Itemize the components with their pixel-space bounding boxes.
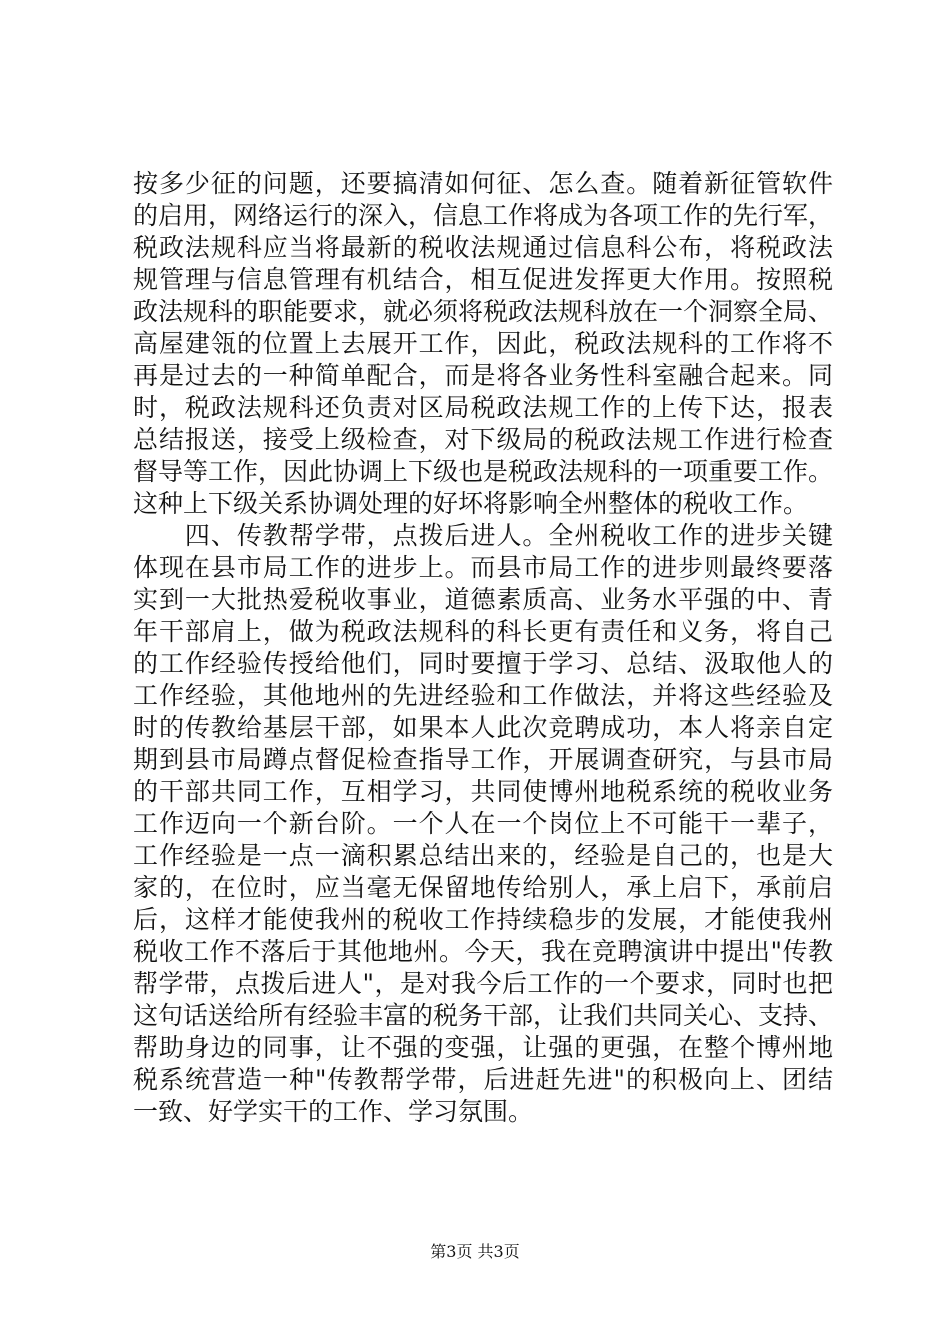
- text-line: 这句话送给所有经验丰富的税务干部，让我们共同关心、支持、: [133, 1001, 834, 1030]
- text-line: 工作经验，其他地州的先进经验和工作做法，并将这些经验及: [133, 681, 833, 710]
- text-line: 四、传教帮学带，点拨后进人。全州税收工作的进步关键: [133, 521, 833, 550]
- text-line: 的启用，网络运行的深入，信息工作将成为各项工作的先行军，: [133, 201, 834, 230]
- text-line: 总结报送，接受上级检查，对下级局的税政法规工作进行检查: [133, 425, 833, 454]
- text-line: 工作迈向一个新台阶。一个人在一个岗位上不可能干一辈子，: [133, 809, 833, 838]
- text-line: 期到县市局蹲点督促检查指导工作，开展调查研究，与县市局: [133, 745, 833, 774]
- text-line: 督导等工作，因此协调上下级也是税政法规科的一项重要工作。: [133, 457, 834, 486]
- page-footer: [0, 1242, 950, 1262]
- text-line: 规管理与信息管理有机结合，相互促进发挥更大作用。按照税: [133, 265, 833, 294]
- text-line: 税收工作不落后于其他地州。今天，我在竞聘演讲中提出"传教: [133, 937, 833, 966]
- text-line: 家的，在位时，应当毫无保留地传给别人，承上启下，承前启: [133, 873, 833, 902]
- text-line: 这种上下级关系协调处理的好坏将影响全州整体的税收工作。: [133, 489, 809, 518]
- text-line: 帮助身边的同事，让不强的变强，让强的更强，在整个博州地: [133, 1033, 833, 1062]
- text-line: 的干部共同工作，互相学习，共同使博州地税系统的税收业务: [133, 777, 833, 806]
- text-line: 工作经验是一点一滴积累总结出来的，经验是自己的，也是大: [133, 841, 833, 870]
- text-line: 年干部肩上，做为税政法规科的科长更有责任和义务，将自己: [133, 617, 833, 646]
- text-line: 后，这样才能使我州的税收工作持续稳步的发展，才能使我州: [133, 905, 833, 934]
- text-line: 税系统营造一种"传教帮学带，后进赶先进"的积极向上、团结: [133, 1065, 833, 1094]
- document-body: [133, 168, 833, 1128]
- text-line: 的工作经验传授给他们，同时要擅于学习、总结、汲取他人的: [133, 649, 833, 678]
- text-line: 一致、好学实干的工作、学习氛围。: [133, 1097, 534, 1126]
- text-line: 高屋建瓴的位置上去展开工作，因此，税政法规科的工作将不: [133, 329, 833, 358]
- text-line: 实到一大批热爱税收事业，道德素质高、业务水平强的中、青: [133, 585, 833, 614]
- text-line: 按多少征的问题，还要搞清如何征、怎么查。随着新征管软件: [133, 169, 833, 198]
- text-line: 体现在县市局工作的进步上。而县市局工作的进步则最终要落: [133, 553, 833, 582]
- text-line: 政法规科的职能要求，就必须将税政法规科放在一个洞察全局、: [133, 297, 834, 326]
- text-line: 时的传教给基层干部，如果本人此次竞聘成功，本人将亲自定: [133, 713, 833, 742]
- text-line: 税政法规科应当将最新的税收法规通过信息科公布，将税政法: [133, 233, 833, 262]
- text-line: 时，税政法规科还负责对区局税政法规工作的上传下达，报表: [133, 393, 833, 422]
- text-line: 帮学带，点拨后进人"，是对我今后工作的一个要求，同时也把: [133, 969, 833, 998]
- page-number-label: 第3页 共3页: [430, 1242, 520, 1261]
- text-line: 再是过去的一种简单配合，而是将各业务性科室融合起来。同: [133, 361, 833, 390]
